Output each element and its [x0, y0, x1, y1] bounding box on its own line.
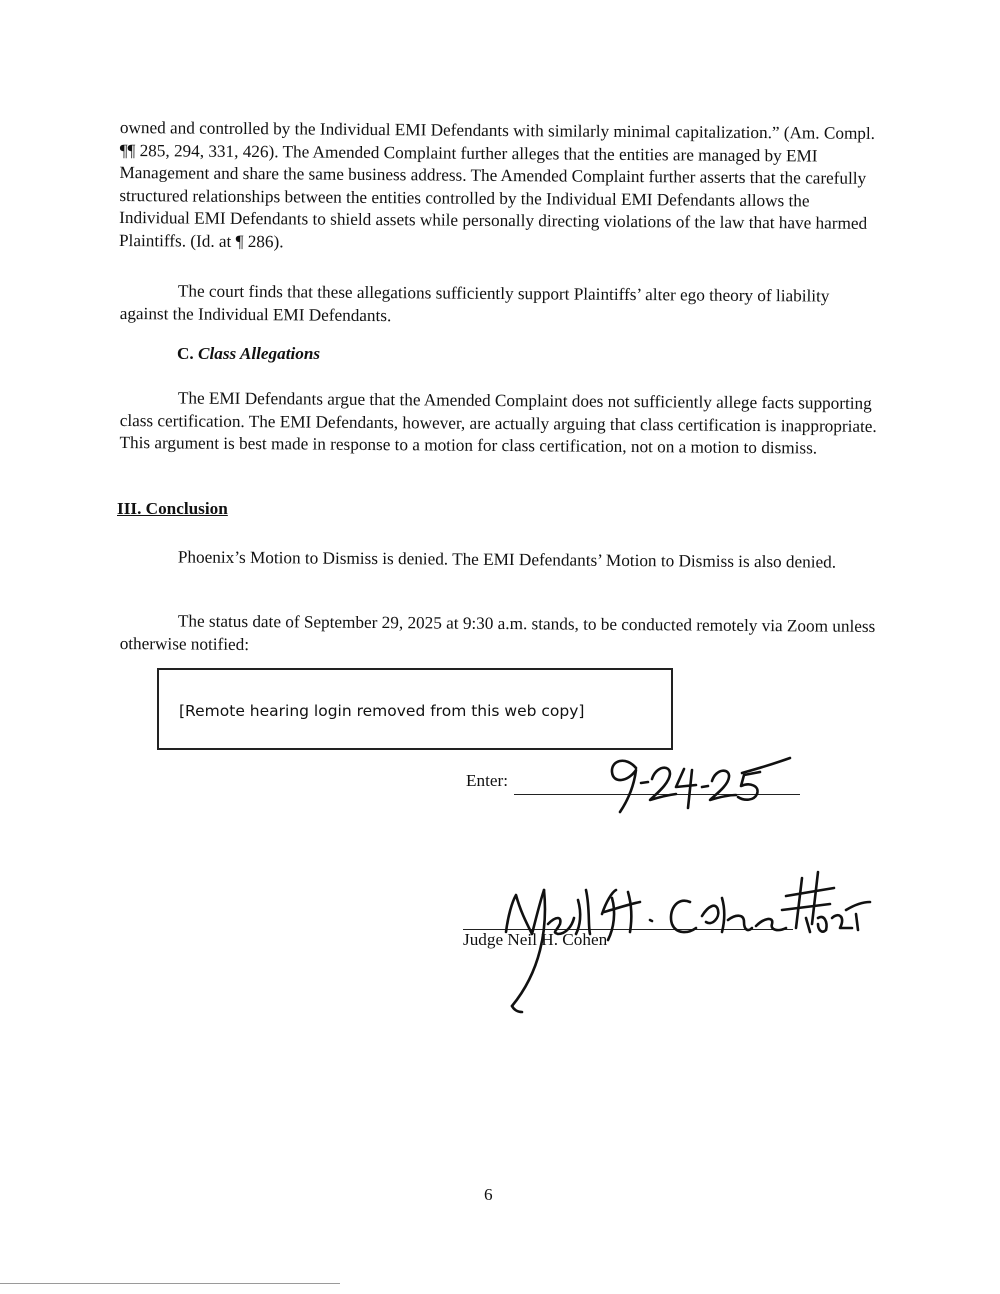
enter-date-line [514, 794, 800, 795]
section-letter: C. [177, 344, 194, 363]
judge-name: Judge Neil H. Cohen [463, 930, 608, 949]
redacted-login-box [157, 668, 673, 750]
body-paragraph-court-finding: The court finds that these allegations sufficiently support Plaintiffs’ alter ego theory of liability against the Individual EMI Defendants. [119, 281, 830, 325]
section-title: Class Allegations [198, 344, 321, 363]
section-heading-class-allegations [177, 344, 320, 364]
body-paragraph-motions-denied: Phoenix’s Motion to Dismiss is denied. The EMI Defendants’ Motion to Dismiss is also denied. [177, 547, 837, 572]
page-number: 6 [484, 1185, 493, 1204]
redaction-notice: [Remote hearing login removed from this web copy] [179, 702, 585, 720]
body-paragraph-alter-ego-entities: owned and controlled by the Individual EMI Defendants with similarly minimal capitalization.” (Am. Compl. ¶¶ 285, 294, 331, 426). The Amended Complaint further alleges that the entities are managed by EMI Management and share the same business address. The Amended Complaint further asserts that the carefully structured relationships between the entities controlled by the Individual EMI Defendants allows the Individual EMI Defendants to shield assets while personally directing violations of the law that have harmed Plaintiffs. (Id. at ¶ 286). [118, 117, 876, 251]
handwritten-date [612, 758, 790, 812]
body-paragraph-class-argument: The EMI Defendants argue that the Amended Complaint does not sufficiently allege facts supporting class certification. The EMI Defendants, however, are actually arguing that class certification is inappropriate. This argument is best made in response to a motion for class certification, not on a motion to dismiss. [119, 388, 877, 458]
body-paragraph-status-date: The status date of September 29, 2025 at 9:30 a.m. stands, to be conducted remotely via Zoom unless otherwise notified: [119, 611, 876, 654]
section-heading-conclusion: III. Conclusion [117, 499, 228, 518]
bottom-scan-rule [0, 1283, 340, 1284]
enter-label: Enter: [466, 771, 508, 790]
